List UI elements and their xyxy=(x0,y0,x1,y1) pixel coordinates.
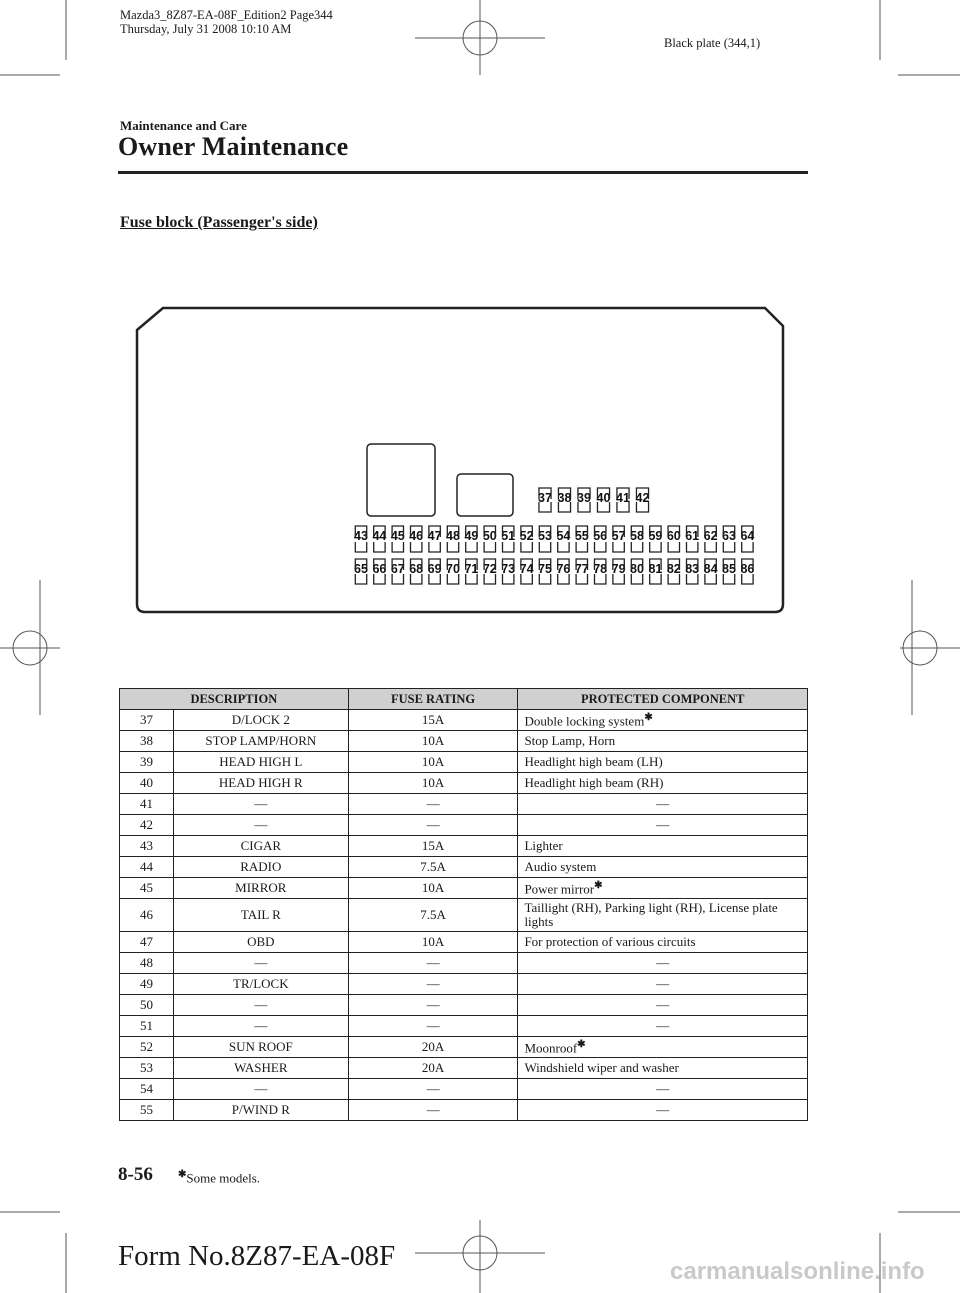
fuse-label: 77 xyxy=(574,562,589,576)
table-row xyxy=(120,953,808,974)
subtitle: Fuse block (Passenger's side) xyxy=(120,214,318,231)
fuse-label: 85 xyxy=(722,562,736,576)
fuse-description: HEAD HIGH R xyxy=(173,773,348,794)
component-text: ― xyxy=(656,976,670,991)
fuse-rating: ― xyxy=(348,794,518,815)
fuse-description: SUN ROOF xyxy=(173,1037,348,1058)
fuse-label: 52 xyxy=(519,529,534,543)
fuse-rating: 10A xyxy=(348,878,518,899)
table-row xyxy=(120,878,808,899)
fuse-rating: 15A xyxy=(348,836,518,857)
table-row xyxy=(120,995,808,1016)
fuse-slot xyxy=(723,542,734,552)
fuse-label: 40 xyxy=(596,491,611,505)
fuse-description: STOP LAMP/HORN xyxy=(173,731,348,752)
fuse-label: 55 xyxy=(574,529,589,543)
fuse-slot xyxy=(742,542,753,552)
some-models-asterisk: ✱ xyxy=(594,880,603,892)
table-row xyxy=(120,752,808,773)
fuse-label: 51 xyxy=(501,529,516,543)
fuse-number: 52 xyxy=(120,1037,174,1058)
component-text: ― xyxy=(656,817,670,832)
fuse-label: 60 xyxy=(666,529,681,543)
page-number: 8-56 xyxy=(118,1164,153,1185)
fuse-label: 46 xyxy=(409,529,424,543)
fuse-number: 48 xyxy=(120,953,174,974)
fuse-label: 84 xyxy=(703,562,718,576)
fuse-label: 76 xyxy=(556,562,571,576)
fuse-description: MIRROR xyxy=(173,878,348,899)
fuse-label: 70 xyxy=(446,562,460,576)
fuse-label: 74 xyxy=(519,562,534,576)
fuse-description: ― xyxy=(173,1079,348,1100)
fuse-label: 41 xyxy=(616,491,630,505)
table-row xyxy=(120,899,808,932)
fuse-slot xyxy=(447,542,458,552)
table-row xyxy=(120,974,808,995)
spacer xyxy=(119,1160,199,1163)
component-text: ― xyxy=(656,955,670,970)
fuse-rating: ― xyxy=(348,995,518,1016)
fuse-label: 68 xyxy=(409,562,424,576)
fuse-slot xyxy=(539,542,550,552)
header-description: DESCRIPTION xyxy=(120,689,349,710)
component-text: ― xyxy=(656,1018,670,1033)
fuse-description: ― xyxy=(173,815,348,836)
fuse-description: D/LOCK 2 xyxy=(173,710,348,731)
fuse-label: 39 xyxy=(577,491,591,505)
fuse-slot xyxy=(410,542,421,552)
fuse-slot xyxy=(521,542,532,552)
fuse-label: 47 xyxy=(427,529,442,543)
protected-component xyxy=(518,815,808,836)
protected-component xyxy=(518,899,808,932)
protected-component xyxy=(518,932,808,953)
component-text: Power mirror xyxy=(524,881,595,897)
table-row xyxy=(120,773,808,794)
fuse-description: RADIO xyxy=(173,857,348,878)
protected-component xyxy=(518,731,808,752)
section-label: Maintenance and Care xyxy=(120,118,247,133)
fuse-label: 49 xyxy=(464,529,479,543)
protected-component xyxy=(518,857,808,878)
fuse-slot xyxy=(705,542,716,552)
fuse-label: 75 xyxy=(538,562,552,576)
fuse-label: 37 xyxy=(538,491,552,505)
fuse-label: 61 xyxy=(685,529,700,543)
fuse-rating: 15A xyxy=(348,710,518,731)
fuse-rating: 10A xyxy=(348,731,518,752)
fuse-description: CIGAR xyxy=(173,836,348,857)
table-row xyxy=(120,1037,808,1058)
fuse-label: 82 xyxy=(666,562,681,576)
component-text: ― xyxy=(656,997,670,1012)
fuse-number: 39 xyxy=(120,752,174,773)
fuse-description: OBD xyxy=(173,932,348,953)
table-header-row xyxy=(120,689,808,710)
fuse-rating: ― xyxy=(348,1016,518,1037)
fuse-description: TAIL R xyxy=(173,899,348,932)
protected-component xyxy=(518,878,808,899)
table-row xyxy=(120,794,808,815)
fuse-label: 78 xyxy=(593,562,608,576)
protected-component xyxy=(518,1100,808,1121)
fuse-label: 58 xyxy=(630,529,644,543)
footnote xyxy=(178,1169,260,1186)
fuse-number: 42 xyxy=(120,815,174,836)
fuse-slot xyxy=(466,542,477,552)
fuse-label: 43 xyxy=(354,529,368,543)
fuse-slot xyxy=(650,542,661,552)
table-row xyxy=(120,1058,808,1079)
fuse-description: ― xyxy=(173,1016,348,1037)
component-text: ― xyxy=(656,1102,670,1117)
fuse-label: 63 xyxy=(722,529,736,543)
fuse-slot xyxy=(613,542,624,552)
relay-small xyxy=(457,474,513,516)
print-header-plate: Black plate (344,1) xyxy=(664,36,761,50)
fuse-label: 64 xyxy=(740,529,755,543)
fuse-label: 72 xyxy=(482,562,497,576)
fuse-rating: 7.5A xyxy=(348,899,518,932)
component-text: Moonroof xyxy=(524,1040,578,1056)
fuse-number: 49 xyxy=(120,974,174,995)
fuse-label: 71 xyxy=(464,562,479,576)
fuse-number: 43 xyxy=(120,836,174,857)
protected-component xyxy=(518,773,808,794)
component-text: Taillight (RH), Parking light (RH), License plate lights xyxy=(524,900,778,929)
fuse-row-1 xyxy=(538,488,649,512)
fuse-rating: 7.5A xyxy=(348,857,518,878)
fuse-slot xyxy=(374,542,385,552)
fuse-number: 37 xyxy=(120,710,174,731)
component-text: Headlight high beam (LH) xyxy=(524,754,663,769)
form-number: Form No.8Z87-EA-08F xyxy=(118,1240,396,1272)
fuse-label: 83 xyxy=(685,562,700,576)
table-row xyxy=(120,1016,808,1037)
some-models-asterisk: ✱ xyxy=(644,712,653,724)
table-row xyxy=(120,731,808,752)
fuse-number: 45 xyxy=(120,878,174,899)
protected-component xyxy=(518,995,808,1016)
fuse-description: ― xyxy=(173,995,348,1016)
table-row xyxy=(120,710,808,731)
fuse-label: 42 xyxy=(635,491,650,505)
component-text: Audio system xyxy=(524,859,597,874)
fuse-slot xyxy=(558,542,569,552)
fuse-label: 50 xyxy=(482,529,497,543)
fuse-label: 45 xyxy=(390,529,405,543)
protected-component xyxy=(518,710,808,731)
protected-component xyxy=(518,752,808,773)
fuse-description: ― xyxy=(173,794,348,815)
fuse-label: 59 xyxy=(648,529,663,543)
fuse-rating: ― xyxy=(348,815,518,836)
fuse-slot xyxy=(502,542,513,552)
fuse-rating: 10A xyxy=(348,932,518,953)
table-row xyxy=(120,1100,808,1121)
header-protected-component: PROTECTED COMPONENT xyxy=(518,689,808,710)
component-text: ― xyxy=(656,796,670,811)
fuse-number: 44 xyxy=(120,857,174,878)
page-title: Owner Maintenance xyxy=(118,132,349,161)
fuse-row-3 xyxy=(354,559,754,584)
protected-component xyxy=(518,1079,808,1100)
protected-component xyxy=(518,794,808,815)
fuse-slot xyxy=(392,542,403,552)
protected-component xyxy=(518,1058,808,1079)
fuse-rating: ― xyxy=(348,1100,518,1121)
some-models-asterisk: ✱ xyxy=(577,1039,586,1051)
footnote-text: Some models. xyxy=(186,1170,261,1186)
fuse-slot xyxy=(668,542,679,552)
fuse-number: 46 xyxy=(120,899,174,932)
fuse-description: WASHER xyxy=(173,1058,348,1079)
fuse-rating: ― xyxy=(348,974,518,995)
component-text: Double locking system xyxy=(524,713,645,729)
component-text: Windshield wiper and washer xyxy=(524,1060,679,1075)
footnote-asterisk: ✱ xyxy=(178,1169,187,1180)
relay-large xyxy=(367,444,435,516)
fuse-description: TR/LOCK xyxy=(173,974,348,995)
fuse-number: 55 xyxy=(120,1100,174,1121)
protected-component xyxy=(518,836,808,857)
component-text: Stop Lamp, Horn xyxy=(524,733,616,748)
fuse-number: 54 xyxy=(120,1079,174,1100)
table-row xyxy=(120,932,808,953)
table-row xyxy=(120,836,808,857)
fuse-number: 53 xyxy=(120,1058,174,1079)
fuse-number: 47 xyxy=(120,932,174,953)
fuse-slot xyxy=(576,542,587,552)
fuse-label: 81 xyxy=(648,562,663,576)
fuse-description: ― xyxy=(173,953,348,974)
fuse-label: 62 xyxy=(703,529,718,543)
fuse-label: 66 xyxy=(372,562,387,576)
fuse-number: 51 xyxy=(120,1016,174,1037)
component-text: For protection of various circuits xyxy=(524,934,696,949)
watermark: carmanualsonline.info xyxy=(670,1258,925,1285)
fuse-rating: 20A xyxy=(348,1058,518,1079)
fuse-label: 67 xyxy=(390,562,405,576)
fuse-description: HEAD HIGH L xyxy=(173,752,348,773)
protected-component xyxy=(518,953,808,974)
fuse-label: 53 xyxy=(538,529,552,543)
component-text: Lighter xyxy=(524,838,563,853)
fuse-label: 56 xyxy=(593,529,608,543)
fuse-rating: 10A xyxy=(348,773,518,794)
fuse-label: 57 xyxy=(611,529,626,543)
fuse-slot xyxy=(686,542,697,552)
fuse-slot xyxy=(631,542,642,552)
fuse-number: 38 xyxy=(120,731,174,752)
component-text: Headlight high beam (RH) xyxy=(524,775,664,790)
fuse-label: 80 xyxy=(630,562,644,576)
fuse-label: 65 xyxy=(354,562,368,576)
fuse-table xyxy=(119,688,808,1121)
fuse-slot xyxy=(594,542,605,552)
fuse-slot xyxy=(355,542,366,552)
fuse-slot xyxy=(429,542,440,552)
fuse-label: 54 xyxy=(556,529,571,543)
header-fuse-rating: FUSE RATING xyxy=(348,689,518,710)
print-header-file: Mazda3_8Z87-EA-08F_Edition2 Page344 xyxy=(120,8,333,22)
fuse-slot xyxy=(484,542,495,552)
fuse-number: 41 xyxy=(120,794,174,815)
protected-component xyxy=(518,1037,808,1058)
protected-component xyxy=(518,1016,808,1037)
fuse-row-2 xyxy=(354,526,754,552)
fuse-label: 69 xyxy=(427,562,442,576)
fuse-label: 48 xyxy=(446,529,460,543)
fuse-rating: 20A xyxy=(348,1037,518,1058)
fuse-number: 50 xyxy=(120,995,174,1016)
fuse-label: 73 xyxy=(501,562,516,576)
fuse-label: 79 xyxy=(611,562,626,576)
fuse-description: P/WIND R xyxy=(173,1100,348,1121)
table-row xyxy=(120,857,808,878)
table-row xyxy=(120,815,808,836)
fuse-rating: ― xyxy=(348,1079,518,1100)
fuse-rating: 10A xyxy=(348,752,518,773)
fuse-label: 86 xyxy=(740,562,755,576)
fuse-rating: ― xyxy=(348,953,518,974)
component-text: ― xyxy=(656,1081,670,1096)
protected-component xyxy=(518,974,808,995)
fuse-number: 40 xyxy=(120,773,174,794)
print-header-date: Thursday, July 31 2008 10:10 AM xyxy=(120,22,292,36)
fuse-label: 44 xyxy=(372,529,387,543)
table-row xyxy=(120,1079,808,1100)
fuse-label: 38 xyxy=(557,491,572,505)
